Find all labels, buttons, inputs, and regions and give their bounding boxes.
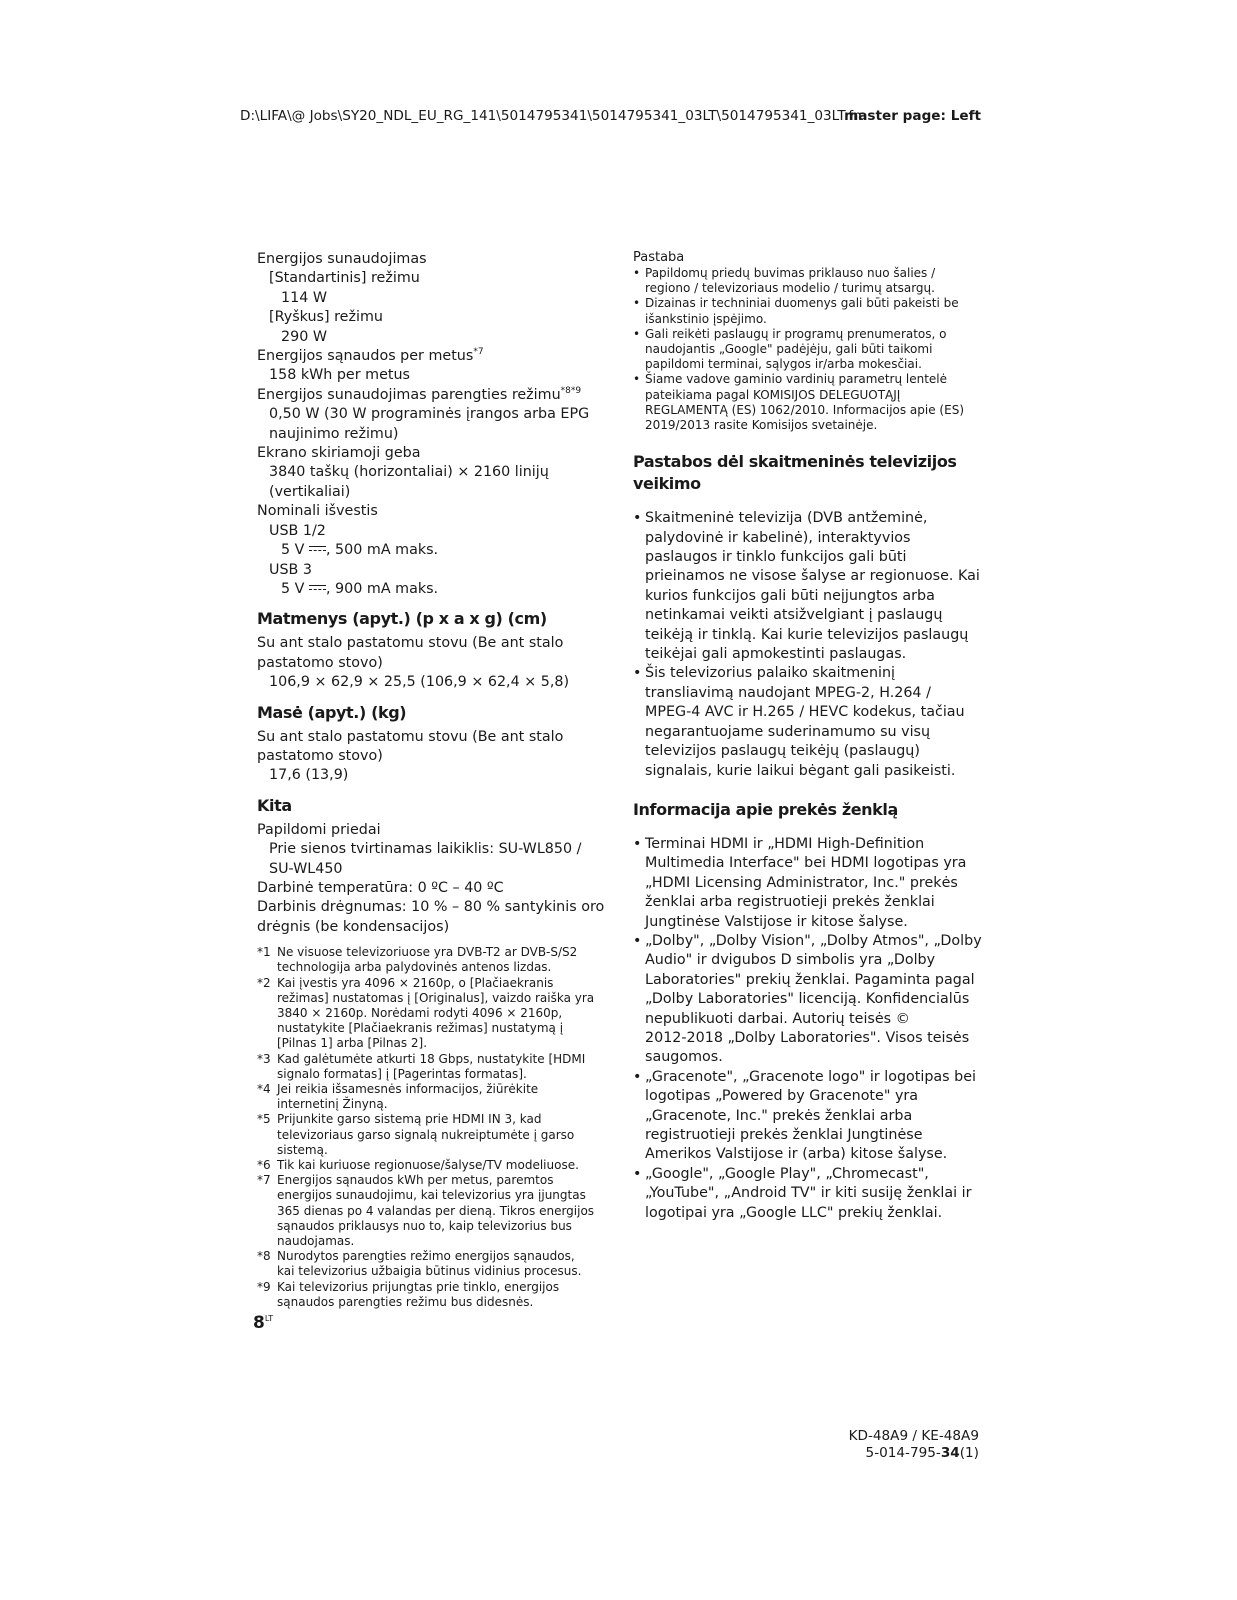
trademark-list <box>633 835 982 1223</box>
footnote-key: *9 <box>257 1279 271 1294</box>
text-line: pateikiama pagal KOMISIJOS DELEGUOTĄJĮ <box>645 387 901 402</box>
text-line: prieinamos ne visose šalyse ar regionuose. Kai <box>645 568 980 585</box>
bullet-item <box>633 664 973 780</box>
text-line: Skaitmeninė televizija (DVB antžeminė, <box>645 510 928 527</box>
section-heading-dimensions: Matmenys (apyt.) (p x a x g) (cm) <box>257 609 547 629</box>
section-heading-digital-tv: Pastabos dėl skaitmeninės televizijos veikimo <box>633 452 957 494</box>
spec-label: Su ant stalo pastatomu stovu (Be ant stalo <box>257 635 564 652</box>
spec-value: 5 V , 900 mA maks. <box>281 580 439 597</box>
spec-value: 114 W <box>281 289 327 306</box>
right-column <box>633 250 982 1223</box>
spec-value: 0,50 W (30 W programinės įrangos arba EPG <box>269 406 590 423</box>
footnote-key: *7 <box>257 1173 271 1188</box>
text-line: Amerikos Valstijose ir (arba) kitose šalyse. <box>645 1146 948 1163</box>
text-line: Tik kai kuriuose regionuose/šalyse/TV modeliuose. <box>277 1158 579 1173</box>
text-line: Multimedia Interface" bei HDMI logotipas yra <box>645 855 967 872</box>
note-list <box>633 266 973 433</box>
text-line: transliavimą naudojant MPEG-2, H.264 / <box>645 684 931 701</box>
text-line: „Gracenote, Inc." prekės ženklai arba <box>645 1107 913 1124</box>
spec-sublabel: USB 3 <box>269 561 312 578</box>
footnote <box>257 945 597 975</box>
spec-value: (vertikaliai) <box>269 483 351 500</box>
text-line: Ne visuose televizoriuose yra DVB-T2 ar DVB-S/S2 <box>277 945 578 960</box>
spec-label: Energijos sunaudojimas <box>257 251 427 267</box>
text-line: Papildomų priedų buvimas priklauso nuo šalies / <box>645 266 936 280</box>
bullet-icon: • <box>633 296 641 311</box>
master-page-label: master page: Left <box>844 108 981 124</box>
spec-label: Energijos sunaudojimas parengties režimu$^{*8*9}$ <box>257 385 582 403</box>
footnote-key: *6 <box>257 1158 271 1173</box>
model-number: KD-48A9 / KE-48A9 <box>848 1428 979 1444</box>
text-line: Kai įvestis yra 4096 × 2160p, o [Plačiaekranis <box>277 975 554 990</box>
spec-label: Su ant stalo pastatomu stovu (Be ant stalo <box>257 728 564 745</box>
text-line: „Dolby Laboratories" licenciją. Konfidencialūs <box>645 991 970 1008</box>
spec-label: drėgnis (be kondensacijos) <box>257 918 450 935</box>
text-line: nepublikuoti darbai. Autorių teisės © <box>645 1010 910 1027</box>
footnote-key: *3 <box>257 1051 271 1066</box>
text-line: logotipai yra „Google LLC" prekių ženklai. <box>645 1204 943 1221</box>
bullet-icon: • <box>633 266 641 280</box>
text-line: teikėjai gali apmokestinti paslaugas. <box>645 646 907 663</box>
text-line: saugomos. <box>645 1049 723 1066</box>
text-line: Kai televizorius prijungtas prie tinklo, energijos <box>277 1279 560 1294</box>
bullet-item <box>633 509 980 664</box>
footnote-key: *8 <box>257 1249 271 1264</box>
spec-value: 17,6 (13,9) <box>269 767 349 784</box>
text-line: Audio" ir dvigubos D simbolis yra „Dolby <box>645 952 936 969</box>
text-line: režimas] nustatomas į [Originalus], vaizdo raiška yra <box>277 990 595 1005</box>
text-line: „HDMI Licensing Administrator, Inc." prekės <box>645 874 958 891</box>
dc-symbol-icon <box>309 545 326 553</box>
note-title: Pastaba <box>633 250 685 265</box>
spec-value: 3840 taškų (horizontaliai) × 2160 linijų <box>269 464 549 481</box>
text-line: naudojamas. <box>277 1234 355 1249</box>
text-line: logotipas „Powered by Gracenote" yra <box>645 1088 919 1105</box>
text-line: „Google", „Google Play", „Chromecast", <box>645 1165 929 1182</box>
text-line: signalo formatas] į [Pagerintas formatas]. <box>277 1066 527 1081</box>
spec-sublabel: [Standartinis] režimu <box>269 270 420 287</box>
spec-label: Darbinė temperatūra: 0 ºC – 40 ºC <box>257 879 504 896</box>
footnote <box>257 1112 597 1158</box>
text-line: Prijunkite garso sistemą prie HDMI IN 3, kad <box>277 1112 542 1127</box>
bullet-item <box>633 296 973 326</box>
spec-sublabel: USB 1/2 <box>269 522 326 539</box>
text-line: Šiame vadove gaminio vardinių parametrų lentelė <box>645 372 947 387</box>
text-line: technologija arba palydovinės antenos lizdas. <box>277 960 552 975</box>
footnote-key: *1 <box>257 945 271 960</box>
text-line: paslaugos ir tinklo funkcijos gali būti <box>645 549 907 566</box>
file-path: D:\LIFA\@ Jobs\SY20_NDL_EU_RG_141\5014795341\5014795341_03LT\5014795341_03LT.fm <box>240 108 867 124</box>
text-line: sistemą. <box>277 1142 328 1157</box>
text-line: regiono / televizoriaus modelio / turimų atsargų. <box>645 281 935 296</box>
spec-label: Darbinis drėgnumas: 10 % – 80 % santykinis oro <box>257 899 605 916</box>
model-info <box>849 1428 979 1461</box>
bullet-icon: • <box>633 932 642 949</box>
text-line: Dizainas ir techniniai duomenys gali būti pakeisti be <box>645 296 959 311</box>
spec-value: 106,9 × 62,9 × 25,5 (106,9 × 62,4 × 5,8) <box>269 674 570 691</box>
bullet-item <box>633 932 982 1068</box>
spec-sublabel: [Ryškus] režimu <box>269 309 383 326</box>
spec-label: pastatomo stovo) <box>257 747 383 764</box>
spec-label: Papildomi priedai <box>257 821 381 838</box>
spec-label: Energijos sąnaudos per metus$^{*7}$ <box>257 347 484 365</box>
text-line: Šis televizorius palaiko skaitmeninį <box>645 665 896 682</box>
text-line: Kad galėtumėte atkurti 18 Gbps, nustatykite [HDMI <box>277 1051 586 1066</box>
footnote-key: *5 <box>257 1112 271 1127</box>
bullet-item <box>633 327 973 373</box>
footnotes <box>257 945 597 1310</box>
footnote <box>257 1280 597 1310</box>
spec-value: 290 W <box>281 328 327 345</box>
spec-value: 158 kWh per metus <box>269 367 410 384</box>
text-line: ženklai arba registruotieji prekės ženklai <box>645 894 935 911</box>
text-line: naudojantis „Google" padėjėju, gali būti taikomi <box>645 342 933 357</box>
footnote <box>257 1082 597 1112</box>
spec-label: pastatomo stovo) <box>257 654 383 671</box>
section-heading-trademarks: Informacija apie prekės ženklą <box>633 799 898 819</box>
text-line: Terminai HDMI ir „HDMI High-Definition <box>645 835 925 852</box>
spec-value: SU-WL450 <box>269 860 343 877</box>
spec-value: Prie sienos tvirtinamas laikiklis: SU-WL850 / <box>269 841 582 858</box>
bullet-icon: • <box>633 510 642 527</box>
text-line: televizijos paslaugų teikėjų (paslaugų) <box>645 743 920 760</box>
text-line: sąnaudos priklausys nuo to, kaip televizorius bus <box>277 1218 572 1233</box>
bullet-icon: • <box>633 1068 642 1085</box>
text-line: REGLAMENTĄ (ES) 1062/2010. Informacijos apie (ES) <box>645 402 964 417</box>
text-line: registruotieji prekės ženklai Jungtinėse <box>645 1127 923 1144</box>
text-line: Nurodytos parengties režimo energijos sąnaudos, <box>277 1249 575 1264</box>
spec-label: Ekrano skiriamoji geba <box>257 445 421 462</box>
text-line: išankstinio įspėjimo. <box>645 311 767 326</box>
text-line: nustatykite [Plačiaekranis režimas] nustatymą į <box>277 1021 564 1036</box>
document-number: 5-014-795-34(1) <box>865 1444 979 1461</box>
footnote <box>257 1158 597 1173</box>
footnote <box>257 976 597 1052</box>
text-line: netinkamai veikti atsižvelgiant į paslaugų <box>645 607 943 624</box>
text-line: energijos sunaudojimu, kai televizorius yra įjungtas <box>277 1188 586 1203</box>
bullet-icon: • <box>633 835 642 852</box>
text-line: negarantuojame suderinamumo su visų <box>645 723 931 740</box>
text-line: MPEG-4 AVC ir H.265 / HEVC kodekus, tačiau <box>645 704 965 721</box>
text-line: palydovinė ir kabelinė), interaktyvios <box>645 529 911 546</box>
text-line: papildomi terminai, sąlygos ir/arba mokesčiai. <box>645 357 922 372</box>
section-heading-mass: Masė (apyt.) (kg) <box>257 702 407 722</box>
text-line: internetinį Žinyną. <box>277 1097 388 1112</box>
text-line: teikėją ir tinklą. Kai kurie televizijos paslaugų <box>645 626 969 643</box>
text-line: 2012-2018 „Dolby Laboratories". Visos teisės <box>645 1029 970 1046</box>
section-heading-other: Kita <box>257 795 292 815</box>
text-line: Energijos sąnaudos kWh per metus, paremtos <box>277 1173 554 1188</box>
bullet-item <box>633 372 973 433</box>
text-line: signalais, kurie laikui bėgant gali pasikeisti. <box>645 762 956 779</box>
bullet-icon: • <box>633 372 641 387</box>
text-line: „Gracenote", „Gracenote logo" ir logotipas bei <box>645 1068 977 1085</box>
footnote-key: *2 <box>257 975 271 990</box>
footnote <box>257 1173 597 1249</box>
footnote <box>257 1052 597 1082</box>
text-line: 3840 × 2160p. Norėdami rodyti 4096 × 2160p, <box>277 1006 563 1020</box>
text-line: 365 dienas po 4 valandas per dieną. Tikros energijos <box>277 1203 595 1218</box>
dc-symbol-icon <box>309 584 326 592</box>
text-line: Jungtinėse Valstijose ir kitose šalyse. <box>645 913 908 930</box>
text-line: [Pilnas 1] arba [Pilnas 2]. <box>277 1036 428 1051</box>
text-line: Gali reikėti paslaugų ir programų prenumeratos, o <box>645 326 947 341</box>
text-line: sąnaudos parengties režimu bus didesnės. <box>277 1294 534 1309</box>
bullet-icon: • <box>633 326 641 341</box>
text-line: Jei reikia išsamesnės informacijos, žiūrėkite <box>277 1082 539 1097</box>
text-line: kai televizorius užbaigia būtinus vidinius procesus. <box>277 1264 582 1279</box>
text-line: Laboratories" prekių ženklai. Pagaminta pagal <box>645 971 975 988</box>
bullet-item <box>633 835 973 932</box>
bullet-item <box>633 1165 973 1223</box>
text-line: kurios funkcijos gali būti neįjungtos arba <box>645 587 935 604</box>
footnote <box>257 1249 597 1279</box>
spec-value: 5 V , 500 mA maks. <box>281 542 439 559</box>
text-line: 2019/2013 rasite Komisijos svetainėje. <box>645 418 878 433</box>
digital-tv-list <box>633 509 980 781</box>
text-line: televizoriaus garso signalą nukreiptumėte į garso <box>277 1127 575 1142</box>
text-line: „Dolby", „Dolby Vision", „Dolby Atmos", „Dolby <box>645 932 982 949</box>
left-column <box>257 250 605 1310</box>
bullet-icon: • <box>633 665 642 682</box>
bullet-item <box>633 266 973 296</box>
bullet-item <box>633 1068 977 1165</box>
footnote-key: *4 <box>257 1082 271 1097</box>
bullet-icon: • <box>633 1165 642 1182</box>
page-number: $8^{LT}$ <box>253 1313 274 1333</box>
spec-label: Nominali išvestis <box>257 503 378 520</box>
text-line: „YouTube", „Android TV" ir kiti susiję ženklai ir <box>645 1185 972 1202</box>
spec-value: naujinimo režimu) <box>269 425 399 442</box>
